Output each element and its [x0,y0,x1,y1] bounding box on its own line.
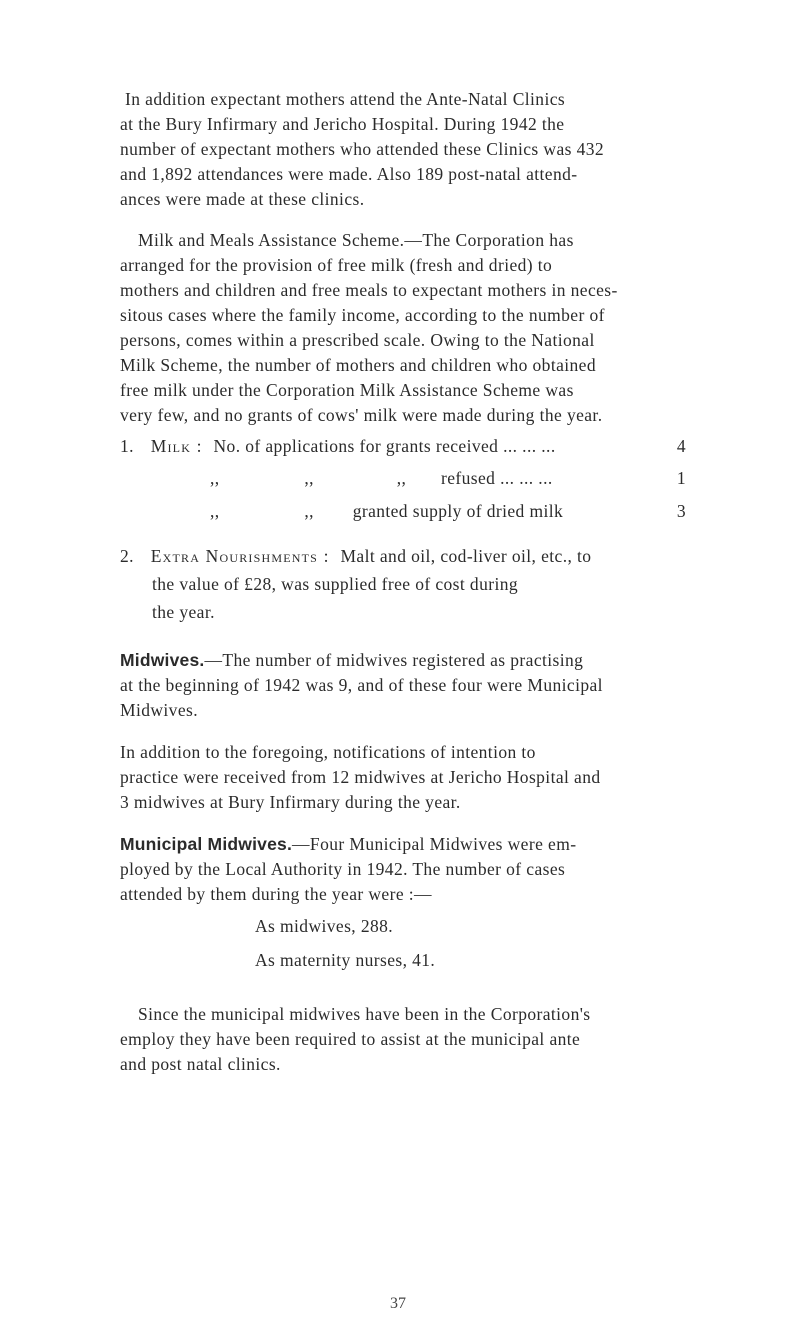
text-line: arranged for the provision of free milk (fresh and dried) to [120,255,553,275]
text-line: Milk and Meals Assistance Scheme.—The Corporation has [138,230,574,250]
text-line: Milk Scheme, the number of mothers and children who obtained [120,355,596,375]
text-line: Midwives. [120,700,198,720]
text-line: at the Bury Infirmary and Jericho Hospital. During 1942 the [120,114,565,134]
page-number: 37 [390,1295,406,1312]
list-item-milk-refused [210,466,553,491]
paragraph-municipal-midwives [120,832,685,907]
text-run: —Four Municipal Midwives were em- [292,834,577,854]
list-label: Milk : [150,436,203,456]
text-line: In addition expectant mothers attend the Ante-Natal Clinics [125,89,566,109]
text-line: at the beginning of 1942 was 9, and of these four were Municipal [120,675,603,695]
text-line [120,648,685,673]
text-line: number of expectant mothers who attended these Clinics was 432 [120,139,605,159]
text-line: sitous cases where the family income, according to the number of [120,305,605,325]
text-line: Since the municipal midwives have been in the Corporation's [138,1004,591,1024]
text-line: employ they have been required to assist at the municipal ante [120,1029,581,1049]
milk-granted-count: 3 [676,501,686,521]
text-line: 3 midwives at Bury Infirmary during the year. [120,792,461,812]
milk-refused-count: 1 [676,468,686,488]
ditto-mark: ,, [304,468,314,488]
text-line: practice were received from 12 midwives at Jericho Hospital and [120,767,601,787]
text-line: attended by them during the year were :— [120,884,432,904]
milk-applications-received: No. of applications for grants received ... ... ... [213,436,556,456]
text-line: ployed by the Local Authority in 1942. The number of cases [120,859,566,879]
paragraph-milk-meals-scheme [120,228,685,428]
list-number: 1. [120,436,134,456]
text-line: persons, comes within a prescribed scale. Owing to the National [120,330,595,350]
list-item-extra-nourishments [120,544,591,569]
ditto-mark: ,, [304,501,314,521]
ditto-mark: ,, [210,501,220,521]
text-line: free milk under the Corporation Milk Assistance Scheme was [120,380,574,400]
paragraph-notifications [120,740,685,815]
text-line: ances were made at these clinics. [120,189,365,209]
paragraph-antenatal-clinics [120,87,685,212]
cases-as-maternity-nurses: As maternity nurses, 41. [255,950,436,970]
text-run: —The number of midwives registered as practising [204,650,584,670]
text-line: the value of £28, was supplied free of cost during [152,574,519,594]
paragraph-midwives [120,648,685,723]
milk-refused-label: refused ... ... ... [441,468,553,488]
text-line: In addition to the foregoing, notifications of intention to [120,742,536,762]
list-number: 2. [120,546,134,566]
milk-granted-label: granted supply of dried milk [352,501,564,521]
text-line [120,832,685,857]
cases-as-midwives: As midwives, 288. [255,916,394,936]
text-line: mothers and children and free meals to expectant mothers in neces- [120,280,618,300]
ditto-mark: ,, [396,468,407,488]
list-item-milk [120,434,556,459]
ditto-mark: ,, [210,468,220,488]
text-line: Malt and oil, cod-liver oil, etc., to [340,546,592,566]
section-heading: Midwives. [120,650,205,670]
text-line: very few, and no grants of cows' milk were made during the year. [120,405,603,425]
paragraph-antenatal-assist [120,1002,685,1077]
text-line: the year. [152,602,215,622]
list-label: Extra Nourishments : [150,546,330,566]
text-line: and post natal clinics. [120,1054,281,1074]
milk-received-count: 4 [676,436,686,456]
text-line: and 1,892 attendances were made. Also 189 post-natal attend- [120,164,578,184]
list-item-milk-granted [210,499,563,524]
section-heading: Municipal Midwives. [120,834,293,854]
